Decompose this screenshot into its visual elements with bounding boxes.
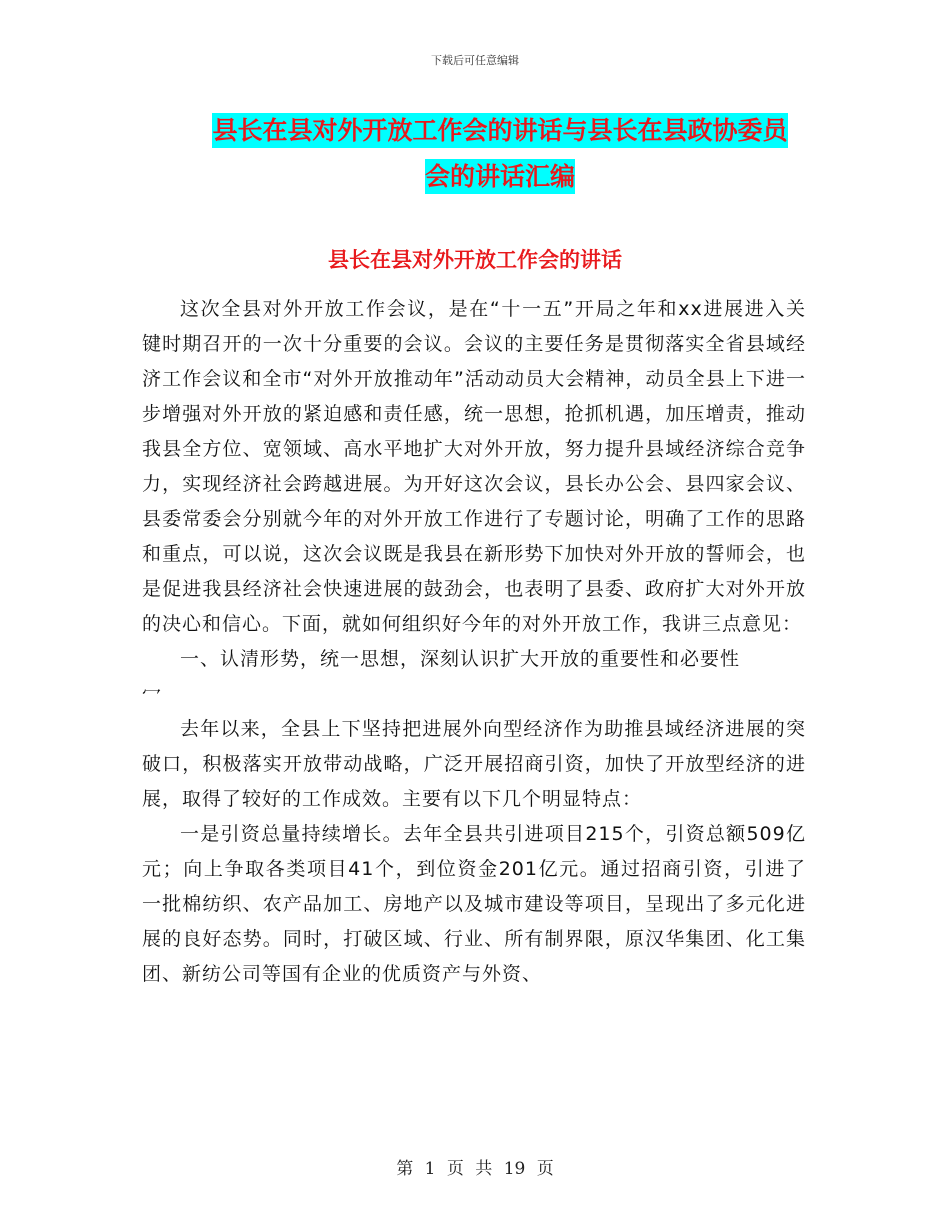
paragraph-intro: 这次全县对外开放工作会议，是在“十一五”开局之年和xx进展进入关键时期召开的一次十分重要的会议。会议的主要任务是贯彻落实全省县域经济工作会议和全市“对外开放推动年”活动动员大会精神，动员全县上下进一步增强对外开放的紧迫感和责任感，统一思想，抢抓机遇，加压增责，推动我县全方位、宽领域、高水平地扩大对外开放，努力提升县域经济综合竞争力，实现经济社会跨越进展。为开好这次会议，县长办公会、县四家会议、县委常委会分别就今年的对外开放工作进行了专题讨论，明确了工作的思路和重点，可以说，这次会议既是我县在新形势下加快对外开放的誓师会，也是促进我县经济社会快速进展的鼓劲会，也表明了县委、政府扩大对外开放的决心和信心。下面，就如何组织好今年的对外开放工作，我讲三点意见：: [142, 298, 806, 635]
document-title: [150, 108, 850, 200]
header-note: 下载后可任意编辑: [431, 54, 519, 67]
title-line-1: 县长在县对外开放工作会的讲话与县长在县政协委员: [212, 113, 787, 148]
title-line-2: 会的讲话汇编: [425, 159, 575, 194]
body-text: [142, 292, 806, 992]
paragraph-heading-1-tail: 冖: [142, 683, 163, 705]
paragraph-point-1: 一是引资总量持续增长。去年全县共引进项目215个，引资总额509亿元；向上争取各类项目41个，到位资金201亿元。通过招商引资，引进了一批棉纺织、农产品加工、房地产以及城市建设等项目，呈现出了多元化进展的良好态势。同时，打破区域、行业、所有制界限，原汉华集团、化工集团、新纺公司等国有企业的优质资产与外资、: [142, 823, 806, 985]
paragraph-review: 去年以来，全县上下坚持把进展外向型经济作为助推县域经济进展的突破口，积极落实开放带动战略，广泛开展招商引资，加快了开放型经济的进展，取得了较好的工作成效。主要有以下几个明显特点：: [142, 718, 806, 810]
section-subtitle: 县长在县对外开放工作会的讲话: [328, 248, 622, 272]
paragraph-heading-1: 一、认清形势，统一思想，深刻认识扩大开放的重要性和必要性: [180, 648, 741, 670]
page-footer: 第 1 页 共 19 页: [396, 1159, 554, 1179]
